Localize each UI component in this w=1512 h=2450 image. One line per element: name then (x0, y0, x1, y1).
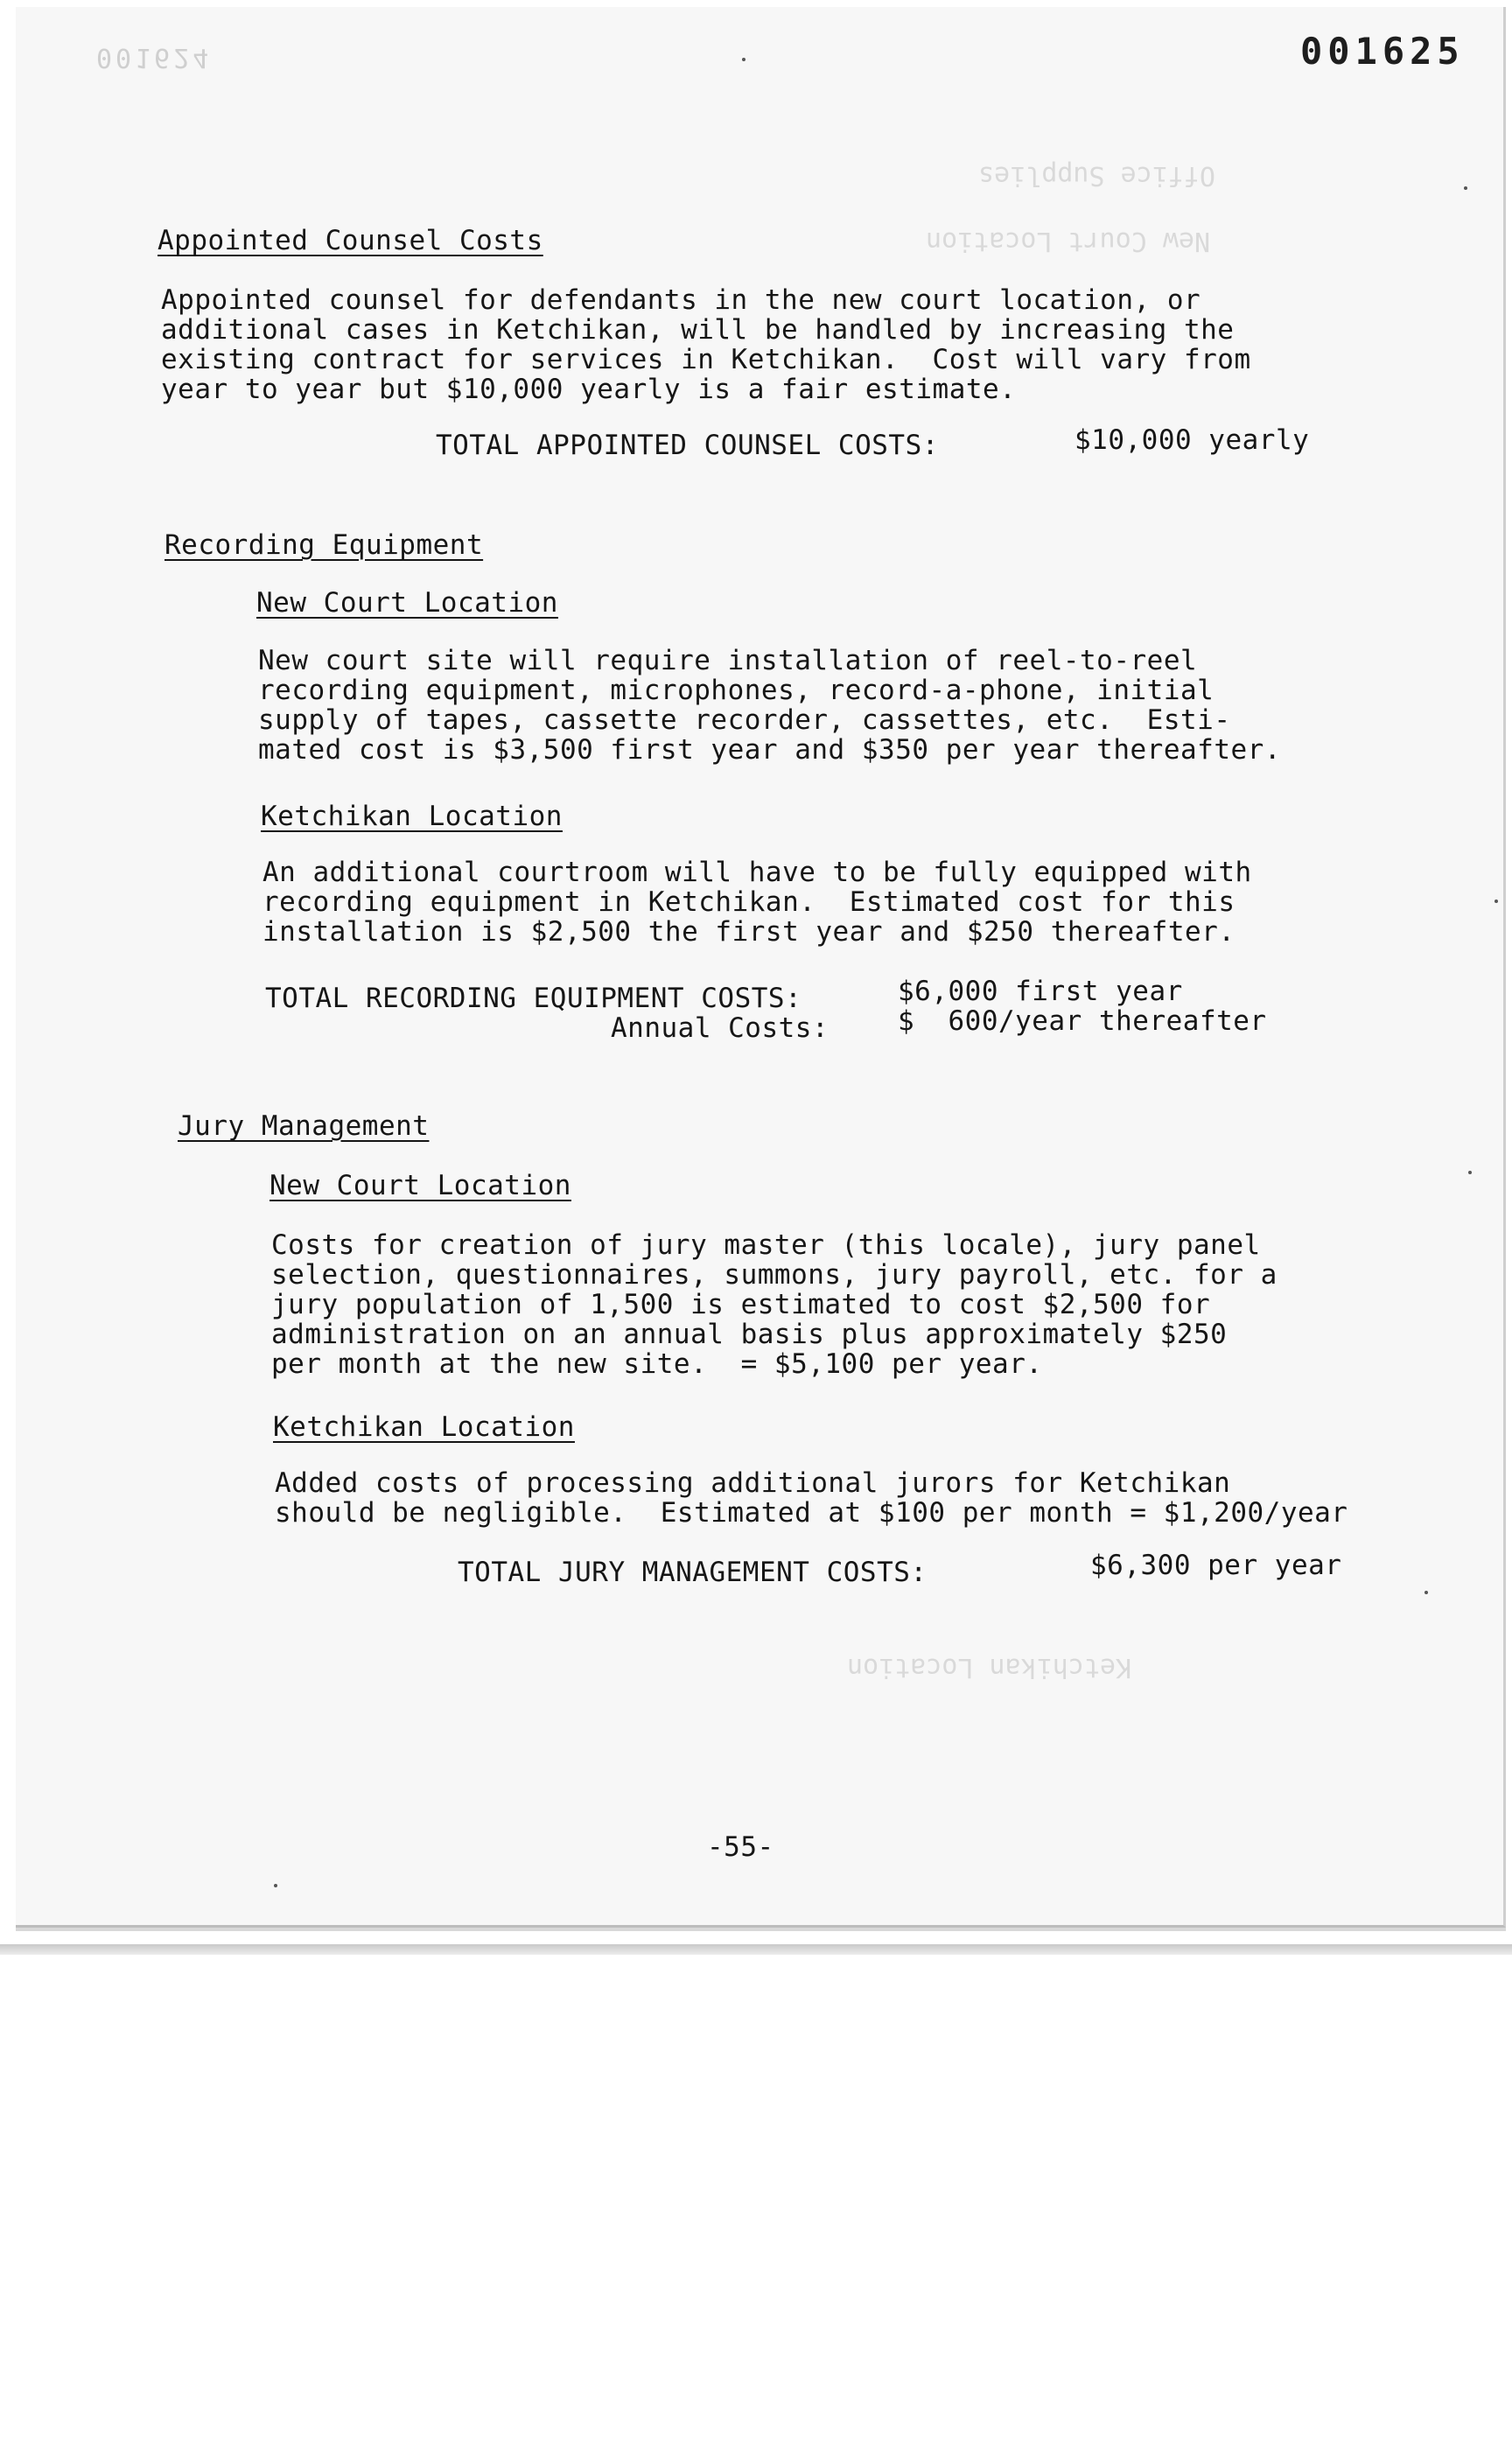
bleed-through: Ketchikan Location (847, 1652, 1132, 1683)
bleed-through: Office Supplies (978, 160, 1215, 191)
scan-edge (0, 1944, 1512, 1955)
jury-ketchikan-paragraph-line: Added costs of processing additional jurors for Ketchikan (275, 1467, 1231, 1499)
recording-new-paragraph-line: recording equipment, microphones, record-a-phone, initial (258, 675, 1214, 706)
jury-total-label: TOTAL JURY MANAGEMENT COSTS: (458, 1557, 928, 1588)
subheading-new-court-location: New Court Location (256, 587, 558, 619)
counsel-paragraph-line: additional cases in Ketchikan, will be handled by increasing the (161, 314, 1235, 346)
counsel-paragraph-line: Appointed counsel for defendants in the new court location, or (161, 284, 1201, 316)
heading-recording-equipment: Recording Equipment (164, 529, 484, 561)
counsel-total-value: $10,000 yearly (1074, 424, 1310, 456)
heading-appointed-counsel: Appointed Counsel Costs (158, 225, 543, 256)
document-page (16, 7, 1506, 1928)
jury-new-paragraph-line: jury population of 1,500 is estimated to cost $2,500 for (271, 1289, 1211, 1320)
counsel-paragraph-line: existing contract for services in Ketchikan. Cost will vary from (161, 344, 1251, 375)
subheading-ketchikan-location: Ketchikan Location (261, 801, 563, 832)
scan-speck (274, 1884, 277, 1887)
jury-total-value: $6,300 per year (1090, 1550, 1342, 1581)
recording-new-paragraph-line: mated cost is $3,500 first year and $350 per year thereafter. (258, 734, 1281, 766)
scan-speck (1494, 900, 1498, 903)
recording-new-paragraph-line: New court site will require installation of reel-to-reel (258, 645, 1198, 676)
jury-new-paragraph-line: Costs for creation of jury master (this locale), jury panel (271, 1229, 1261, 1261)
jury-new-paragraph-line: administration on an annual basis plus approximately $250 (271, 1319, 1228, 1350)
scan-speck (1464, 186, 1467, 190)
recording-new-paragraph-line: supply of tapes, cassette recorder, cassettes, etc. Esti- (258, 704, 1231, 736)
counsel-total-label: TOTAL APPOINTED COUNSEL COSTS: (436, 430, 939, 461)
scan-speck (742, 58, 746, 61)
recording-total-value: $6,000 first year (898, 976, 1183, 1007)
recording-total-label: TOTAL RECORDING EQUIPMENT COSTS: (265, 983, 802, 1014)
page-number: -55- (707, 1831, 774, 1863)
document-number-stamp: 001625 (1300, 30, 1465, 73)
subheading-new-court-location: New Court Location (270, 1170, 571, 1201)
recording-ketchikan-paragraph-line: recording equipment in Ketchikan. Estimated cost for this (262, 886, 1236, 918)
scan-speck (1424, 1591, 1428, 1594)
counsel-paragraph-line: year to year but $10,000 yearly is a fair estimate. (161, 374, 1017, 405)
recording-annual-value: $ 600/year thereafter (898, 1005, 1267, 1037)
recording-ketchikan-paragraph-line: An additional courtroom will have to be fully equipped with (262, 857, 1252, 888)
jury-new-paragraph-line: per month at the new site. = $5,100 per year. (271, 1348, 1043, 1380)
scan-speck (1468, 1171, 1472, 1174)
mirrored-stamp: 001624 (96, 42, 213, 73)
recording-annual-label: Annual Costs: (611, 1012, 830, 1044)
recording-ketchikan-paragraph-line: installation is $2,500 the first year and $250 thereafter. (262, 916, 1236, 948)
bleed-through: New Court Location (926, 226, 1211, 256)
jury-new-paragraph-line: selection, questionnaires, summons, jury payroll, etc. for a (271, 1259, 1278, 1291)
heading-jury-management: Jury Management (178, 1110, 430, 1142)
jury-ketchikan-paragraph-line: should be negligible. Estimated at $100 per month = $1,200/year (275, 1497, 1348, 1529)
subheading-ketchikan-location: Ketchikan Location (273, 1411, 575, 1443)
